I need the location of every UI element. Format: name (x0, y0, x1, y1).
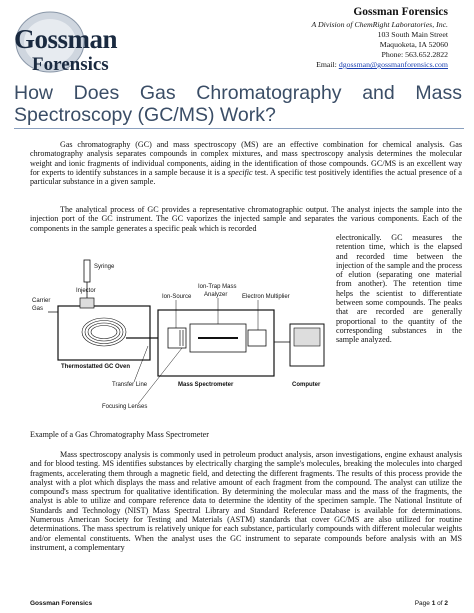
gossman-forensics-logo (10, 8, 122, 80)
ion-trap-label-2: Analyzer (204, 292, 228, 298)
paragraph-gc-process: The analytical process of GC provides a representative chromatographic output. The analyst injects the sample into the injection port of the GC instrument. The GC vaporizes the injected sample and separates the various components. Each of the components in the sample generates a specific peak which is recorded (30, 205, 462, 233)
ion-trap-label-1: Ion-Trap Mass (198, 284, 237, 290)
email-line (316, 60, 448, 70)
syringe-label: Syringe (94, 264, 115, 270)
carrier-gas-label-1: Carrier (32, 298, 51, 304)
page-title (14, 82, 462, 126)
electron-multiplier-label: Electron Multiplier (242, 294, 290, 300)
email-label: Email: (316, 60, 339, 69)
title-divider (14, 128, 464, 129)
footer-page-number (415, 600, 448, 607)
gcms-diagram (28, 258, 328, 418)
computer-label: Computer (292, 382, 321, 388)
page-prefix: Page (414, 600, 432, 607)
paragraph-mass-spectroscopy: Mass spectroscopy analysis is commonly used in petroleum product analysis, arson investigations, engine exhaust analysis and for blood testing. MS identifies substances by electrically charging the sample's molecules, breaking the molecules into charged fragments, accelerating them through a magnetic field, and detecting the different fragments. The results of this process provide the analyst with a plot which displays the mass and relative amount of each fragment from the compound. The analyst can utilize the compound's mass spectrum for qualitative identification. By determining the molecular mass and the mass of the fragments, the analyst is able to utilize and compare reference data to determine the identity of the specimen sample. The National Institute of Standards and Technology (NIST) Mass Spectral Library and Standard Reference Database is available for determinations. Numerous American Society for Testing and Materials (ASTM) standards that cover GC/MS are also utilized for routine determinations. The mass spectrum is relatively unique for each substance, particularly compounds with different molecular weights and/or elemental constituents. When the analyst uses the GC instrument to separate compounds before analysis with an MS instrument, a complementary (30, 450, 462, 552)
logo-line-1: Gossman (14, 24, 118, 54)
focusing-lenses-label: Focusing Lenses (102, 404, 148, 410)
title-line-1: How Does Gas Chromatography and Mass (14, 82, 462, 104)
paragraph-1-emphasis: specific (227, 167, 253, 177)
email-link[interactable]: dgossman@gossmanforensics.com (338, 60, 448, 69)
transfer-line-label: Transfer Line (112, 382, 148, 388)
paragraph-1-text-b: test. A specific test positively identifies the actual presence of a particular substance in a given sample. (30, 167, 462, 187)
street-address: 103 South Main Street (377, 30, 448, 39)
logo-line-2: Forensics (32, 54, 109, 75)
mass-spectrometer-label: Mass Spectrometer (178, 382, 234, 388)
gc-oven-label: Thermostatted GC Oven (61, 364, 131, 370)
title-line-2: Spectroscopy (GC/MS) Work? (14, 104, 276, 126)
diagram-caption: Example of a Gas Chromatography Mass Spectrometer (30, 430, 209, 439)
page-mid: of (435, 600, 445, 607)
page-total: 2 (444, 600, 448, 607)
paragraph-gc-retention: electronically. GC measures the retention time, which is the elapsed and recorded time between the injection of the sample and the process of elution (separating one material from another). The retention time helps the scientist to differentiate between some compounds. The peaks that are recorded are generally proportional to the quantity of the corresponding substances in the sample analyzed. (336, 233, 462, 345)
paragraph-1-text-a: Gas chromatography (GC) and mass spectroscopy (MS) are an effective combination for chemical analysis. Gas chromatography analysis separates compounds in complex mixtures, and mass spectroscopy analysis determines the molecular weight and ionic fragments of individual components, aiding in the identification of those compounds. GC/MS is an excellent way for experts to identify substances in a sample because it is a (30, 140, 462, 177)
injector-label: Injector (76, 288, 96, 294)
paragraph-gcms-intro (30, 140, 462, 186)
carrier-gas-label-2: Gas (32, 306, 44, 312)
footer-company: Gossman Forensics (30, 600, 93, 607)
gc-oven-box (58, 306, 150, 360)
city-state-zip: Maquoketa, IA 52060 (379, 40, 448, 49)
division-line: A Division of ChemRight Laboratories, Inc. (311, 20, 448, 29)
ion-source-label: Ion-Source (162, 294, 192, 300)
phone-number: Phone: 563.652.2822 (381, 50, 448, 59)
company-name: Gossman Forensics (353, 6, 448, 18)
page-current: 1 (431, 600, 436, 607)
